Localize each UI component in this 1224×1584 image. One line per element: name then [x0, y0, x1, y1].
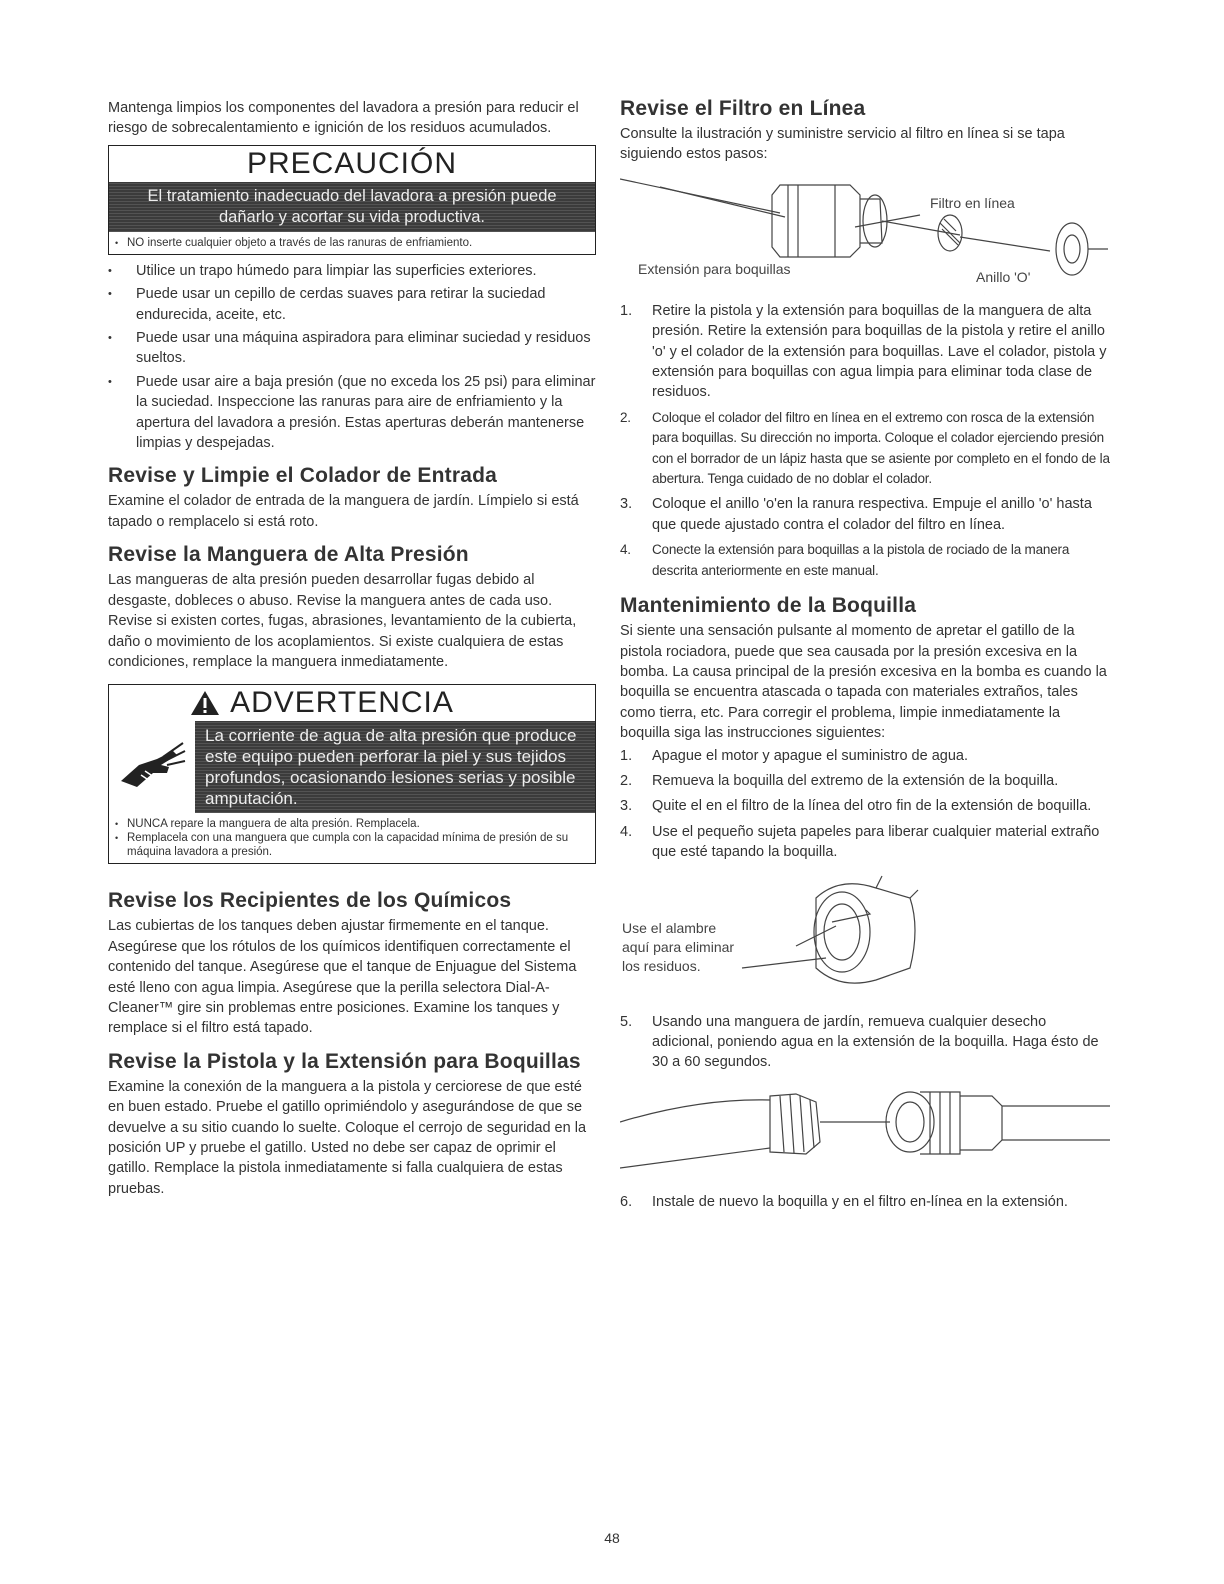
step-text: Usando una manguera de jardín, remueva cualquier desecho adicional, poniendo agua en la extensión de la boquilla. Haga ésto de 30 a 60 segundos.: [652, 1013, 1099, 1071]
step-text: Instale de nuevo la boquilla y en el filtro en-línea en la extensión.: [652, 1193, 1068, 1210]
extension-label: Extensión para boquillas: [638, 260, 791, 277]
warning-box: [108, 684, 596, 864]
hose-body: Las mangueras de alta presión pueden desarrollar fugas debido al desgaste, dobleces o abuso. Revise la manguera antes de cada uso. Revise si existen cortes, fugas, abrasiones, levantamiento de la cubierta, daño o movimiento de los acoplamientos. Si existe cualquiera de estas condiciones, remplace la manguera inmediatamente.: [108, 572, 577, 670]
filter-heading: Revise el Filtro en Línea: [620, 97, 866, 120]
warning-graphic: [109, 721, 195, 813]
bullet-item: • Utilice un trapo húmedo para limpiar las superficies exteriores.: [108, 261, 596, 281]
intro-paragraph: Mantenga limpios los componentes del lavadora a presión para reducir el riesgo de sobrecalentamiento e ignición de los residuos acumulados.: [108, 100, 579, 137]
step-text: Use el pequeño sujeta papeles para liberar cualquier material extraño que esté tapando la boquilla.: [652, 823, 1100, 861]
step-number: 2.: [620, 772, 633, 789]
step-number: 1.: [620, 302, 633, 319]
step-item: [620, 822, 1110, 863]
step-item: [620, 1012, 1110, 1073]
step-text: Conecte la extensión para boquillas a la pistola de rociado de la manera descrita anteriormente en este manual.: [652, 542, 1070, 578]
step-number: 4.: [620, 542, 631, 558]
warning-triangle-icon: [190, 690, 220, 716]
hand-injection-icon: [117, 737, 187, 797]
step-number: 3.: [620, 798, 633, 815]
step-number: 5.: [620, 1013, 633, 1030]
cleaning-bullets: [108, 261, 596, 454]
step-number: 1.: [620, 747, 633, 764]
nozzle-steps: [620, 746, 1110, 863]
warning-title: ADVERTENCIA: [230, 686, 454, 720]
inlet-heading: Revise y Limpie el Colador de Entrada: [108, 464, 498, 488]
inlet-body: Examine el colador de entrada de la manguera de jardín. Límpielo si está tapado o remplacelo si está roto.: [108, 493, 579, 530]
filter-body: Consulte la ilustración y suministre servicio al filtro en línea si se tapa siguiendo estos pasos:: [620, 126, 1065, 163]
step-text: Coloque el anillo 'o'en la ranura respectiva. Empuje el anillo 'o' hasta que quede ajustado contra el colador del filtro en línea.: [652, 496, 1092, 533]
step-text: Apague el motor y apague el suministro de agua.: [652, 747, 968, 764]
bullet-item: • Puede usar una máquina aspiradora para eliminar suciedad y residuos sueltos.: [108, 328, 596, 369]
oring-label: Anillo 'O': [976, 268, 1031, 285]
warning-notes: [109, 813, 595, 863]
nozzle-wire-illustration: [620, 868, 1110, 1006]
step-item: [620, 771, 1110, 791]
nozzle-heading: Mantenimiento de la Boquilla: [620, 594, 917, 618]
wire-label-line: aquí para eliminar: [622, 938, 735, 955]
gun-heading: Revise la Pistola y la Extensión para Boquillas: [108, 1049, 581, 1073]
bullet-item: • Puede usar un cepillo de cerdas suaves para retirar la suciedad endurecida, aceite, etc.: [108, 284, 596, 325]
left-column: [108, 98, 596, 1199]
hose-heading: Revise la Manguera de Alta Presión: [108, 543, 469, 567]
step-item: [620, 408, 1110, 490]
step-item: [620, 796, 1110, 816]
warning-row: [109, 721, 595, 813]
step-item: [620, 1192, 1110, 1212]
step-text: Quite el en el filtro de la línea del otro fin de la extensión de boquilla.: [652, 798, 1092, 815]
step-number: 4.: [620, 823, 633, 840]
warning-note: • Remplacela con una manguera que cumpla con la capacidad mínima de presión de su máquina lavadora a presión.: [115, 831, 589, 859]
step-item: [620, 494, 1110, 535]
nozzle-body: Si siente una sensación pulsante al momento de apretar el gatillo de la pistola rociadora, puede que sea causada por la presión excesiva en la bomba. La causa principal de la presión excesiva en la bomba es cuando la boquilla se encuentra atascada o tapada con materiales extraños, tales como tierra, etc. Para corregir el problema, limpie inmediatamente la boquilla siga las instrucciones siguientes:: [620, 623, 1107, 742]
step-item: [620, 746, 1110, 766]
caution-note: • NO inserte cualquier objeto a través de las ranuras de enfriamiento.: [115, 236, 589, 250]
caution-box: [108, 145, 596, 255]
warning-title-row: [109, 685, 595, 721]
step-text: Coloque el colador del filtro en línea en el extremo con rosca de la extensión para boquillas. Su dirección no importa. Coloque el colador ejerciendo presión con el borrador de un lápiz hasta que se asiente por completo en el fondo de la abertura. Tenga cuidado de no doblar el colador.: [652, 409, 1110, 487]
caution-banner: El tratamiento inadecuado del lavadora a presión puede dañarlo y acortar su vida productiva.: [109, 182, 595, 232]
filter-figure: [620, 165, 1110, 295]
wire-label-line: los residuos.: [622, 957, 701, 974]
gun-body: Examine la conexión de la manguera a la pistola y cerciorese de que esté en buen estado. Pruebe el gatillo oprimiéndolo y asegurándose de que se devuelve a su sitio cuando lo suelte. Coloque el cerrojo de seguridad en la posición UP y pruebe el gatillo. Usted no debe ser capaz de oprimir el gatillo. Remplace la pistola inmediatamente si falla cualquiera de estas pruebas.: [108, 1078, 587, 1197]
step-text: Retire la pistola y la extensión para boquillas de la manguera de alta presión. Retire la extensión para boquillas de la pistola y retire el anillo 'o' y el colador de la extensión para boquillas. Lave el colador, pistola y extensión para boquillas con agua limpia para eliminar toda clase de residuos.: [652, 302, 1107, 401]
caution-title: PRECAUCIÓN: [246, 146, 458, 180]
warning-note: • NUNCA repare la manguera de alta presión. Remplacela.: [115, 817, 589, 831]
right-column: [620, 98, 1110, 1217]
nozzle-steps-6: [620, 1192, 1110, 1212]
step-item: [620, 540, 1110, 581]
hose-nozzle-illustration: [620, 1078, 1110, 1186]
caution-notes: [109, 232, 595, 254]
nozzle-figure: [620, 868, 1110, 1006]
filter-steps: [620, 301, 1110, 581]
nozzle-steps-5: [620, 1012, 1110, 1073]
warning-banner: La corriente de agua de alta presión que produce este equipo pueden perforar la piel y sus tejidos profundos, ocasionando lesiones serias y posible amputación.: [195, 721, 595, 813]
step-number: 2.: [620, 409, 631, 425]
chem-body: Las cubiertas de los tanques deben ajustar firmemente en el tanque. Asegúrese que los rótulos de los químicos identifiquen correctamente el contenido del tanque. Asegúrese que el tanque de Enjuague del Sistema esté lleno con agua limpia. Asegúrese que la perilla selectora Dial-A-Cleaner™ gire sin problemas entre posiciones. Examine los tanques y remplace si el filtro está tapado.: [108, 918, 577, 1037]
page-number: 48: [604, 1530, 620, 1546]
chem-heading: Revise los Recipientes de los Químicos: [108, 889, 512, 913]
step-number: 6.: [620, 1193, 633, 1210]
step-number: 3.: [620, 496, 633, 513]
bullet-item: • Puede usar aire a baja presión (que no exceda los 25 psi) para eliminar la suciedad. Inspeccione las ranuras para aire de enfriamiento y la apertura del lavadora a presión. Estas aperturas deberán mantenerse limpias y despejadas.: [108, 372, 596, 454]
step-text: Remueva la boquilla del extremo de la extensión de la boquilla.: [652, 772, 1059, 789]
wire-label-line: Use el alambre: [622, 919, 717, 936]
step-item: [620, 301, 1110, 403]
hose-figure: [620, 1078, 1110, 1186]
filter-label: Filtro en línea: [930, 194, 1015, 211]
